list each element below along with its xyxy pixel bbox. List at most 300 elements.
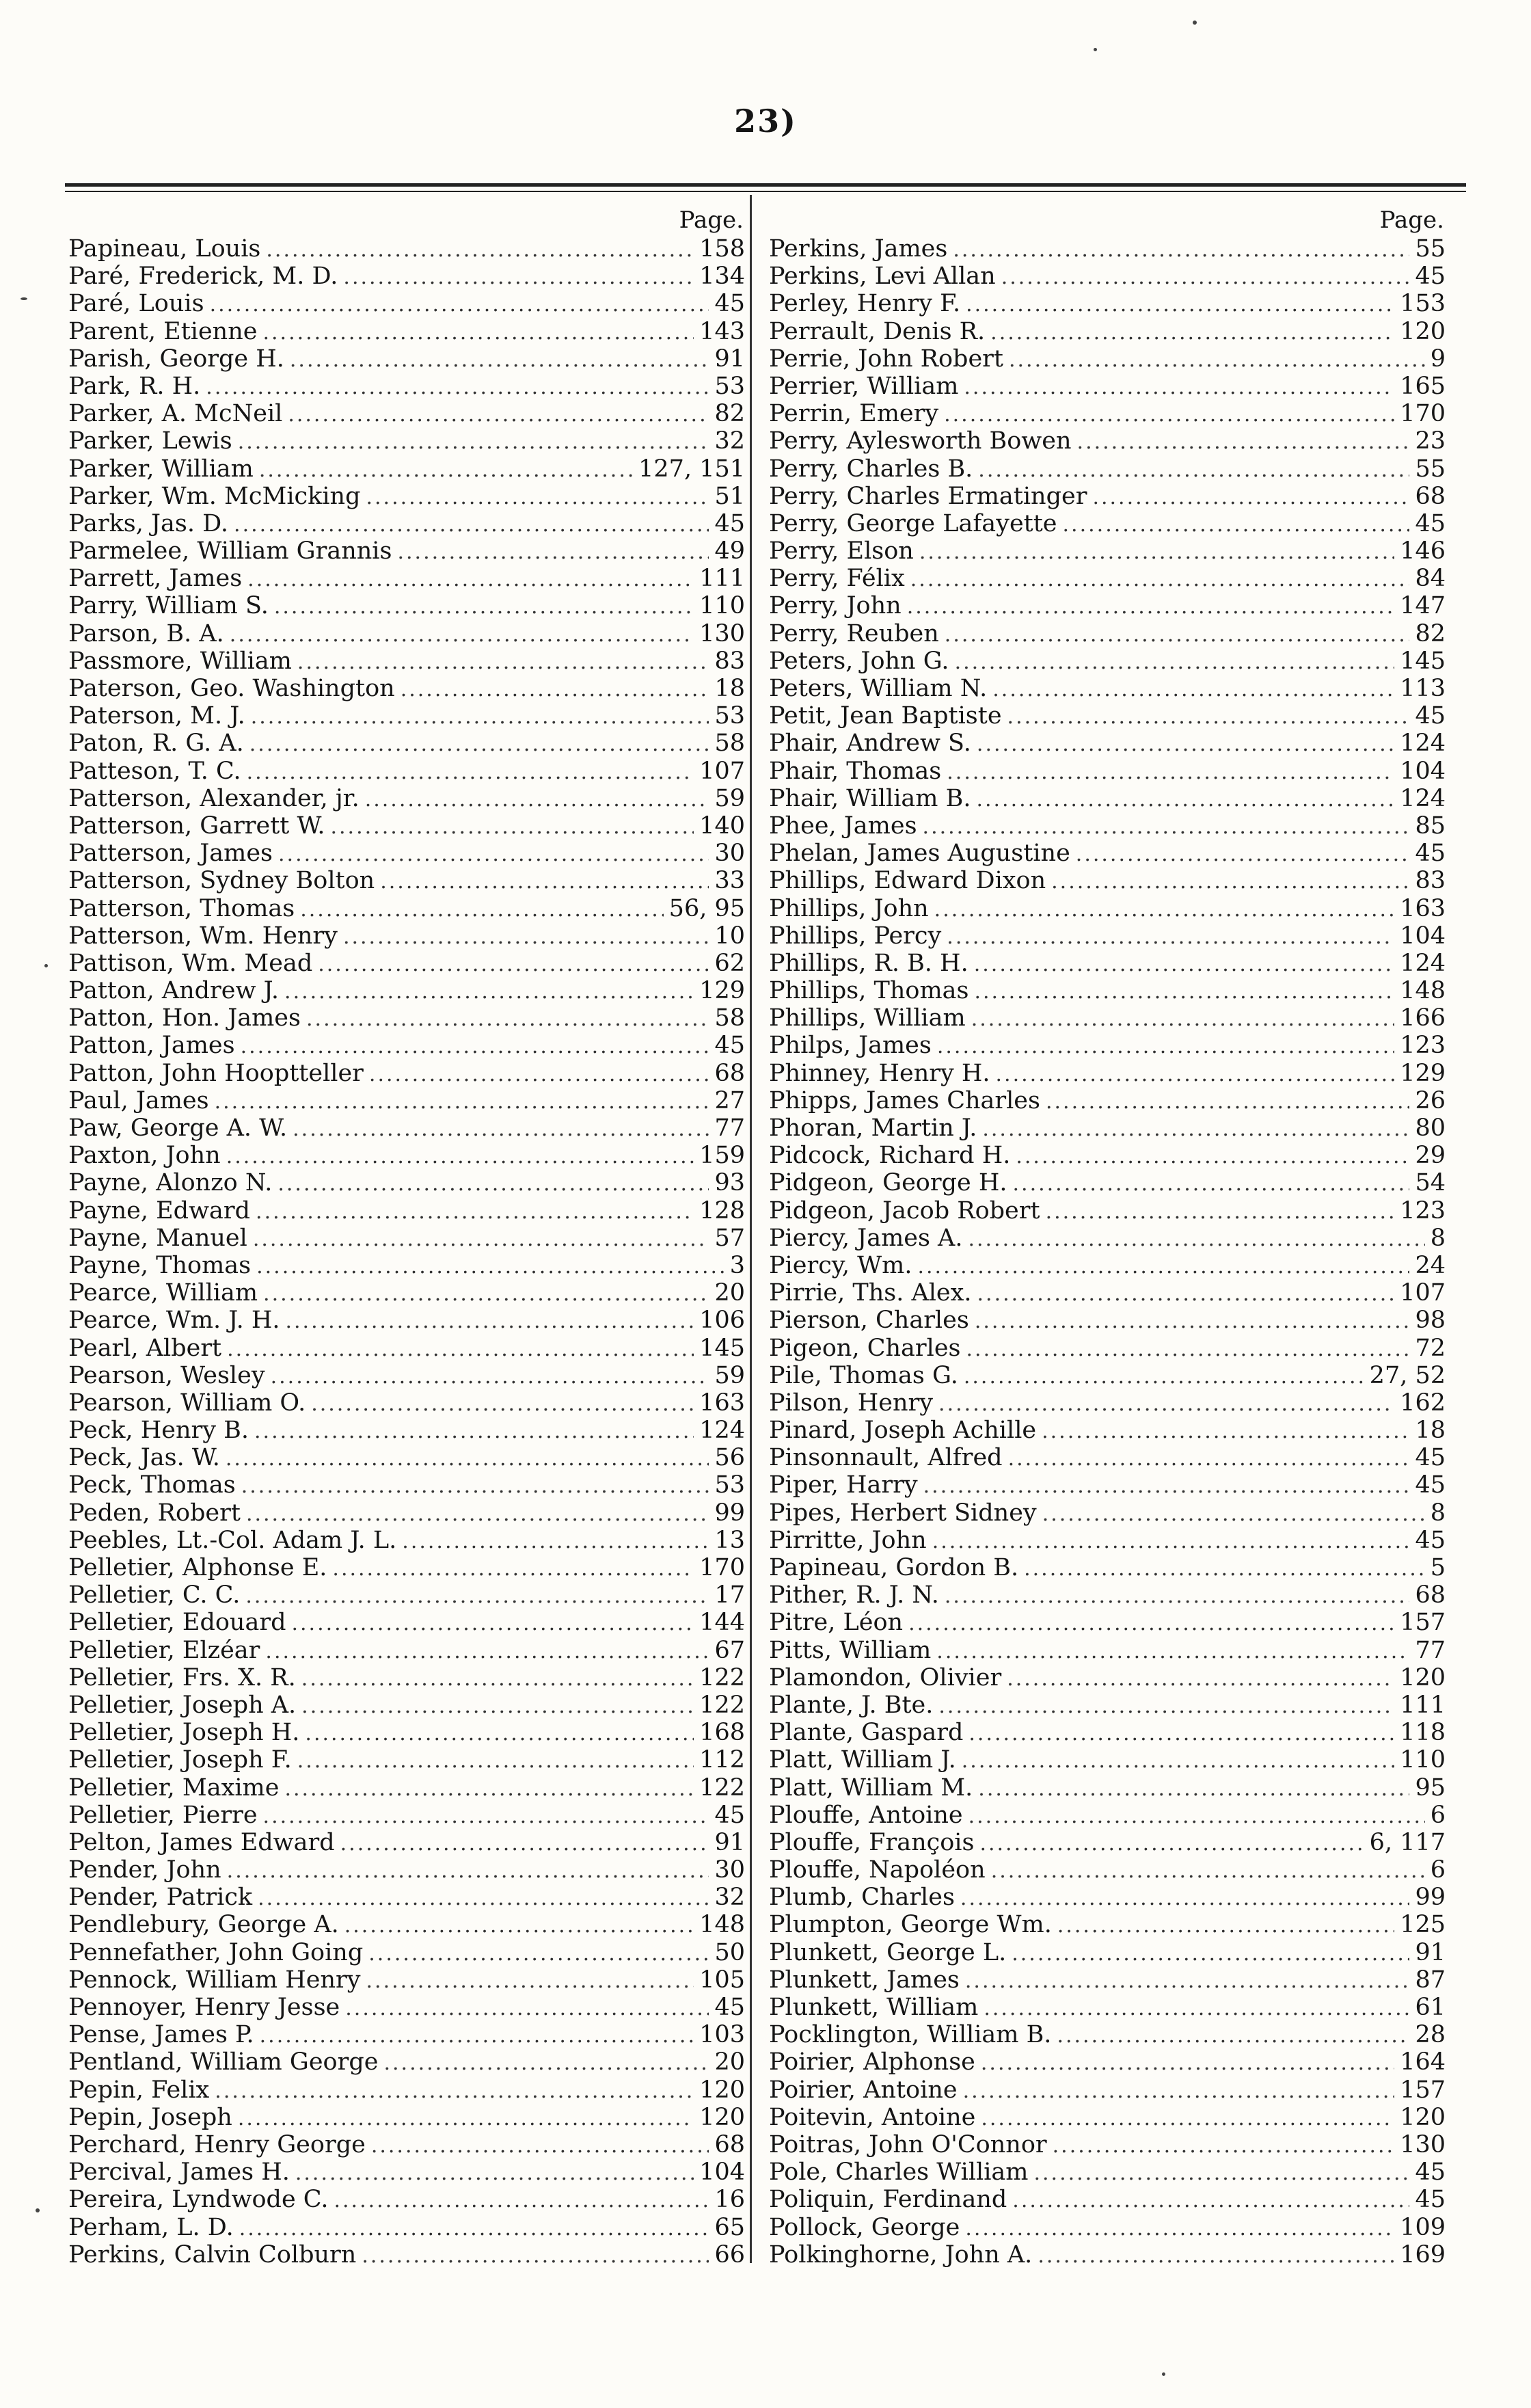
entry-page: 55 [1415, 455, 1446, 483]
dot-leader [944, 401, 1394, 427]
dot-leader [1053, 2132, 1395, 2158]
entry-page: 66 [714, 2240, 745, 2269]
entry-name: Pelletier, Pierre [68, 1801, 258, 1829]
print-speck [1162, 2372, 1165, 2376]
entry-name: Pender, John [68, 1856, 221, 1884]
index-entry [68, 1911, 745, 1938]
header-rule-thin [65, 191, 1466, 192]
entry-name: Phillips, William [769, 1004, 966, 1032]
index-entry [769, 1966, 1446, 1994]
dot-leader [953, 237, 1409, 263]
dot-leader [996, 1061, 1395, 1087]
index-entry [68, 592, 745, 619]
entry-page: 18 [714, 675, 745, 702]
index-entry [68, 977, 745, 1004]
index-entry [769, 1307, 1446, 1334]
dot-leader [945, 1583, 1410, 1609]
index-entry [769, 758, 1446, 785]
entry-page: 45 [714, 1994, 745, 2021]
index-entry [68, 895, 745, 922]
entry-page: 27, 52 [1369, 1361, 1446, 1389]
entry-name: Pocklington, William B. [769, 2021, 1052, 2049]
entry-name: Pearce, Wm. J. H. [68, 1307, 280, 1335]
index-entry [68, 840, 745, 867]
entry-page: 122 [699, 1663, 745, 1691]
entry-page: 134 [699, 263, 745, 291]
index-entry [68, 2214, 745, 2241]
entry-name: Pelletier, Alphonse E. [68, 1554, 327, 1581]
index-entry [769, 1581, 1446, 1609]
entry-page: 5 [1430, 1554, 1446, 1581]
dot-leader [1009, 347, 1425, 373]
index-entry [769, 867, 1446, 894]
index-entry [769, 592, 1446, 619]
dot-leader [241, 1033, 709, 1059]
entry-page: 122 [699, 1774, 745, 1802]
dot-leader [1077, 429, 1410, 455]
entry-page: 45 [1415, 2158, 1446, 2186]
entry-name: Phoran, Martin J. [769, 1114, 977, 1142]
entry-name: Pelton, James Edward [68, 1828, 335, 1856]
entry-page: 145 [1400, 647, 1446, 675]
index-entry [769, 2158, 1446, 2186]
entry-page: 68 [1415, 1581, 1446, 1609]
index-entry [769, 510, 1446, 537]
index-entry [68, 2104, 745, 2131]
entry-page: 148 [699, 1911, 745, 1939]
index-entry [68, 1444, 745, 1471]
dot-leader [978, 1776, 1409, 1802]
entry-name: Platt, William M. [769, 1774, 973, 1802]
dot-leader [345, 1995, 709, 2021]
entry-page: 6 [1430, 1801, 1446, 1829]
entry-page: 124 [1400, 784, 1446, 812]
index-entry [769, 977, 1446, 1004]
entry-name: Patterson, Alexander, jr. [68, 784, 360, 812]
entry-name: Phillips, Thomas [769, 977, 969, 1005]
entry-page: 55 [1415, 235, 1446, 263]
entry-page: 49 [714, 537, 745, 565]
entry-name: Pearl, Albert [68, 1334, 222, 1362]
entry-name: Parker, A. McNeil [68, 400, 283, 428]
index-entry [68, 1499, 745, 1527]
entry-name: Perkins, Calvin Colburn [68, 2240, 357, 2269]
dot-leader [285, 1308, 694, 1334]
index-entry [769, 1142, 1446, 1169]
entry-page: 129 [699, 977, 745, 1005]
entry-page: 130 [699, 619, 745, 647]
entry-name: Pidgeon, Jacob Robert [769, 1196, 1040, 1225]
entry-page: 32 [714, 427, 745, 455]
index-entry [769, 2214, 1446, 2241]
dot-leader [968, 1803, 1425, 1829]
entry-page: 120 [1400, 317, 1446, 345]
entry-name: Phipps, James Charles [769, 1086, 1040, 1114]
index-entry [68, 1527, 745, 1554]
entry-page: 110 [1400, 1746, 1446, 1774]
entry-page: 130 [1400, 2130, 1446, 2158]
entry-name: Plante, J. Bte. [769, 1691, 934, 1719]
index-entry [68, 400, 745, 427]
dot-leader [1013, 1170, 1410, 1196]
entry-name: Poitras, John O'Connor [769, 2130, 1047, 2158]
entry-name: Pelletier, C. C. [68, 1581, 241, 1609]
index-entry [769, 1499, 1446, 1527]
dot-leader [1076, 841, 1410, 867]
dot-leader [265, 1638, 709, 1664]
index-entry [769, 1252, 1446, 1279]
entry-name: Percival, James H. [68, 2158, 290, 2186]
entry-page: 68 [1415, 482, 1446, 510]
entry-page: 87 [1415, 1966, 1446, 1994]
dot-leader [266, 237, 694, 263]
entry-page: 27 [714, 1086, 745, 1114]
index-entry [68, 1856, 745, 1884]
index-entry [68, 565, 745, 592]
entry-page: 107 [1400, 1279, 1446, 1307]
index-entry [769, 1609, 1446, 1636]
index-entry [68, 1581, 745, 1609]
entry-name: Perry, Aylesworth Bowen [769, 427, 1072, 455]
dot-leader [343, 264, 694, 290]
entry-name: Pelletier, Joseph F. [68, 1746, 292, 1774]
entry-name: Paterson, M. J. [68, 702, 245, 730]
entry-page: 168 [699, 1719, 745, 1747]
entry-name: Payne, Edward [68, 1196, 251, 1225]
dot-leader [978, 457, 1409, 483]
index-entry [68, 2076, 745, 2104]
entry-name: Pelletier, Frs. X. R. [68, 1663, 296, 1691]
entry-page: 45 [714, 1032, 745, 1060]
entry-page: 163 [1400, 894, 1446, 922]
dot-leader [234, 511, 709, 537]
entry-name: Pelletier, Elzéar [68, 1636, 260, 1664]
dot-leader [964, 1363, 1364, 1389]
dot-leader [330, 814, 694, 840]
dot-leader [968, 1720, 1394, 1746]
index-entry [769, 1939, 1446, 1966]
index-entry [68, 1609, 745, 1636]
entry-name: Pipes, Herbert Sidney [769, 1499, 1037, 1527]
entry-page: 112 [699, 1746, 745, 1774]
entry-page: 8 [1430, 1499, 1446, 1527]
entry-page: 10 [714, 922, 745, 950]
index-entry [769, 427, 1446, 455]
dot-leader [917, 1253, 1409, 1279]
dot-leader [397, 539, 709, 565]
dot-leader [938, 1693, 1394, 1719]
entry-name: Poirier, Alphonse [769, 2048, 975, 2076]
entry-name: Patterson, Garrett W. [68, 812, 325, 840]
index-entry [68, 318, 745, 345]
entry-name: Pitre, Léon [769, 1609, 904, 1637]
entry-name: Papineau, Gordon B. [769, 1554, 1019, 1581]
index-entry [68, 1746, 745, 1774]
index-entry [769, 2131, 1446, 2158]
entry-name: Phair, Andrew S. [769, 730, 971, 758]
dot-leader [981, 2105, 1394, 2131]
entry-page: 68 [714, 1059, 745, 1087]
index-entry [769, 1417, 1446, 1444]
entry-name: Poitevin, Antoine [769, 2103, 976, 2131]
entry-name: Perrin, Emery [769, 400, 939, 428]
dot-leader [938, 1391, 1394, 1417]
index-entry [769, 345, 1446, 373]
entry-name: Pinard, Joseph Achille [769, 1417, 1037, 1445]
entry-page: 59 [714, 1361, 745, 1389]
entry-name: Peden, Robert [68, 1499, 241, 1527]
index-entry [769, 1664, 1446, 1691]
entry-page: 54 [1415, 1169, 1446, 1197]
dot-leader [245, 1583, 709, 1609]
dot-leader [936, 1638, 1409, 1664]
entry-name: Phelan, James Augustine [769, 840, 1070, 868]
entry-page: 56, 95 [668, 894, 745, 922]
dot-leader [965, 2215, 1394, 2241]
entry-page: 45 [1415, 2186, 1446, 2214]
index-entry [769, 1032, 1446, 1059]
dot-leader [981, 2050, 1394, 2076]
dot-leader [1024, 1555, 1425, 1581]
entry-page: 104 [1400, 757, 1446, 785]
entry-page: 104 [1400, 922, 1446, 950]
entry-name: Petit, Jean Baptiste [769, 702, 1002, 730]
dot-leader [974, 951, 1394, 977]
index-entry [769, 2241, 1446, 2269]
entry-page: 125 [1400, 1911, 1446, 1939]
entry-name: Pepin, Felix [68, 2076, 210, 2104]
dot-leader [258, 1885, 709, 1911]
entry-name: Pense, James P. [68, 2021, 254, 2049]
dot-leader [246, 1501, 709, 1527]
entry-name: Pearson, William O. [68, 1389, 306, 1417]
index-entry [769, 1884, 1446, 1911]
index-entry [769, 1389, 1446, 1417]
entry-page: 68 [714, 2130, 745, 2158]
entry-page: 98 [1415, 1307, 1446, 1335]
dot-leader [277, 1170, 709, 1196]
index-entry [68, 950, 745, 977]
entry-name: Phillips, R. B. H. [769, 949, 968, 977]
entry-page: 29 [1415, 1142, 1446, 1170]
entry-page: 23 [1415, 427, 1446, 455]
index-entry [769, 2186, 1446, 2213]
entry-name: Pepin, Joseph [68, 2103, 232, 2131]
index-entry [68, 1774, 745, 1802]
entry-name: Payne, Alonzo N. [68, 1169, 273, 1197]
index-entry [68, 1939, 745, 1966]
dot-leader [306, 1006, 709, 1032]
dot-leader [1046, 1088, 1409, 1114]
entry-page: 148 [1400, 977, 1446, 1005]
index-entry [68, 483, 745, 510]
index-entry [769, 2048, 1446, 2076]
left-column-header: Page. [679, 206, 744, 234]
entry-page: 103 [699, 2021, 745, 2049]
index-entry [68, 1004, 745, 1032]
entry-page: 6 [1430, 1856, 1446, 1884]
entry-name: Perry, Elson [769, 537, 914, 565]
entry-page: 147 [1400, 592, 1446, 620]
dot-leader [301, 1693, 694, 1719]
entry-page: 45 [1415, 1444, 1446, 1472]
entry-name: Pennock, William Henry [68, 1966, 361, 1994]
entry-page: 158 [699, 235, 745, 263]
dot-leader [947, 924, 1394, 950]
entry-name: Pilson, Henry [769, 1389, 934, 1417]
dot-leader [979, 1830, 1364, 1856]
dot-leader [215, 2078, 694, 2104]
dot-leader [955, 649, 1395, 675]
entry-page: 65 [714, 2213, 745, 2241]
entry-name: Pelletier, Maxime [68, 1774, 280, 1802]
entry-page: 45 [1415, 702, 1446, 730]
entry-name: Polkinghorne, John A. [769, 2240, 1033, 2269]
entry-page: 77 [714, 1114, 745, 1142]
dot-leader [297, 1748, 694, 1774]
index-entry [769, 1746, 1446, 1774]
entry-name: Pelletier, Joseph A. [68, 1691, 297, 1719]
dot-leader [932, 1528, 1410, 1554]
index-entry [68, 1362, 745, 1389]
dot-leader [968, 1226, 1424, 1252]
entry-page: 124 [1400, 730, 1446, 758]
entry-name: Perry, Félix [769, 565, 905, 593]
entry-name: Parks, Jas. D. [68, 509, 229, 537]
entry-page: 80 [1415, 1114, 1446, 1142]
entry-page: 45 [714, 290, 745, 318]
dot-leader [366, 484, 709, 510]
index-entry [68, 1994, 745, 2021]
entry-name: Paton, R. G. A. [68, 730, 244, 758]
entry-name: Parrett, James [68, 565, 243, 593]
dot-leader [343, 924, 709, 950]
dot-leader [380, 868, 709, 894]
entry-name: Plunkett, James [769, 1966, 960, 1994]
index-entry [68, 1471, 745, 1499]
entry-name: Paterson, Geo. Washington [68, 675, 395, 702]
entry-page: 106 [699, 1307, 745, 1335]
dot-leader [260, 2022, 694, 2048]
index-entry [769, 1911, 1446, 1938]
dot-leader [262, 319, 694, 345]
entry-name: Pirrie, Ths. Alex. [769, 1279, 972, 1307]
dot-leader [293, 1116, 709, 1142]
entry-page: 163 [699, 1389, 745, 1417]
entry-name: Pole, Charles William [769, 2158, 1029, 2186]
dot-leader [215, 1088, 709, 1114]
entry-page: 56 [714, 1444, 745, 1472]
dot-leader [241, 1473, 709, 1499]
entry-name: Pearce, William [68, 1279, 258, 1307]
entry-name: Parker, Lewis [68, 427, 232, 455]
entry-name: Perham, L. D. [68, 2213, 234, 2241]
entry-name: Passmore, William [68, 647, 292, 675]
dot-leader [974, 978, 1394, 1004]
dot-leader [1008, 1445, 1410, 1471]
index-entry [769, 922, 1446, 950]
entry-page: 45 [1415, 840, 1446, 868]
entry-page: 9 [1430, 345, 1446, 373]
dot-leader [271, 1363, 709, 1389]
entry-page: 77 [1415, 1636, 1446, 1664]
entry-page: 120 [1400, 1663, 1446, 1691]
entry-page: 120 [699, 2103, 745, 2131]
entry-name: Pitts, William [769, 1636, 932, 1664]
entry-page: 45 [714, 509, 745, 537]
entry-page: 57 [714, 1224, 745, 1252]
dot-leader [1057, 2022, 1409, 2048]
dot-leader [284, 978, 694, 1004]
index-entry [68, 867, 745, 894]
entry-name: Perry, George Lafayette [769, 509, 1057, 537]
entry-name: Perrault, Denis R. [769, 317, 986, 345]
dot-leader [966, 291, 1394, 317]
entry-page: 33 [714, 867, 745, 895]
dot-leader [1092, 484, 1409, 510]
entry-page: 20 [714, 1279, 745, 1307]
entry-page: 166 [1400, 1004, 1446, 1032]
index-entry [68, 1032, 745, 1059]
entry-name: Poirier, Antoine [769, 2076, 958, 2104]
entry-name: Park, R. H. [68, 372, 201, 400]
index-entry [769, 702, 1446, 730]
dot-leader [256, 1253, 724, 1279]
entry-name: Plouffe, Napoléon [769, 1856, 986, 1884]
entry-page: 24 [1415, 1251, 1446, 1279]
index-entry [769, 840, 1446, 867]
dot-leader [239, 2215, 709, 2241]
dot-leader [251, 704, 709, 730]
dot-leader [1016, 1143, 1409, 1169]
entry-page: 13 [714, 1526, 745, 1554]
entry-name: Paxton, John [68, 1142, 221, 1170]
entry-page: 83 [1415, 867, 1446, 895]
dot-leader [247, 759, 694, 785]
index-entry [68, 1169, 745, 1196]
index-entry [769, 1225, 1446, 1252]
entry-name: Peck, Jas. W. [68, 1444, 220, 1472]
entry-name: Patton, James [68, 1032, 235, 1060]
dot-leader [247, 566, 694, 592]
entry-page: 72 [1415, 1334, 1446, 1362]
dot-leader [253, 1226, 709, 1252]
entry-page: 50 [714, 1938, 745, 1966]
dot-leader [274, 593, 694, 619]
entry-page: 170 [1400, 400, 1446, 428]
dot-leader [962, 1748, 1394, 1774]
entry-page: 18 [1415, 1417, 1446, 1445]
entry-name: Plunkett, George L. [769, 1938, 1007, 1966]
index-entry [769, 950, 1446, 977]
entry-page: 53 [714, 372, 745, 400]
entry-page: 109 [1400, 2213, 1446, 2241]
entry-page: 123 [1400, 1032, 1446, 1060]
dot-leader [295, 2160, 694, 2186]
entry-page: 32 [714, 1884, 745, 1912]
entry-page: 45 [1415, 1471, 1446, 1499]
entry-name: Patterson, Wm. Henry [68, 922, 338, 950]
index-entry [68, 455, 745, 483]
entry-name: Patton, John Hooptteller [68, 1059, 364, 1087]
entry-page: 95 [1415, 1774, 1446, 1802]
dot-leader [990, 319, 1394, 345]
index-entry [68, 1884, 745, 1911]
entry-page: 45 [1415, 263, 1446, 291]
entry-name: Pereira, Lyndwode C. [68, 2186, 329, 2214]
dot-leader [975, 1308, 1410, 1334]
entry-name: Patteson, T. C. [68, 757, 241, 785]
